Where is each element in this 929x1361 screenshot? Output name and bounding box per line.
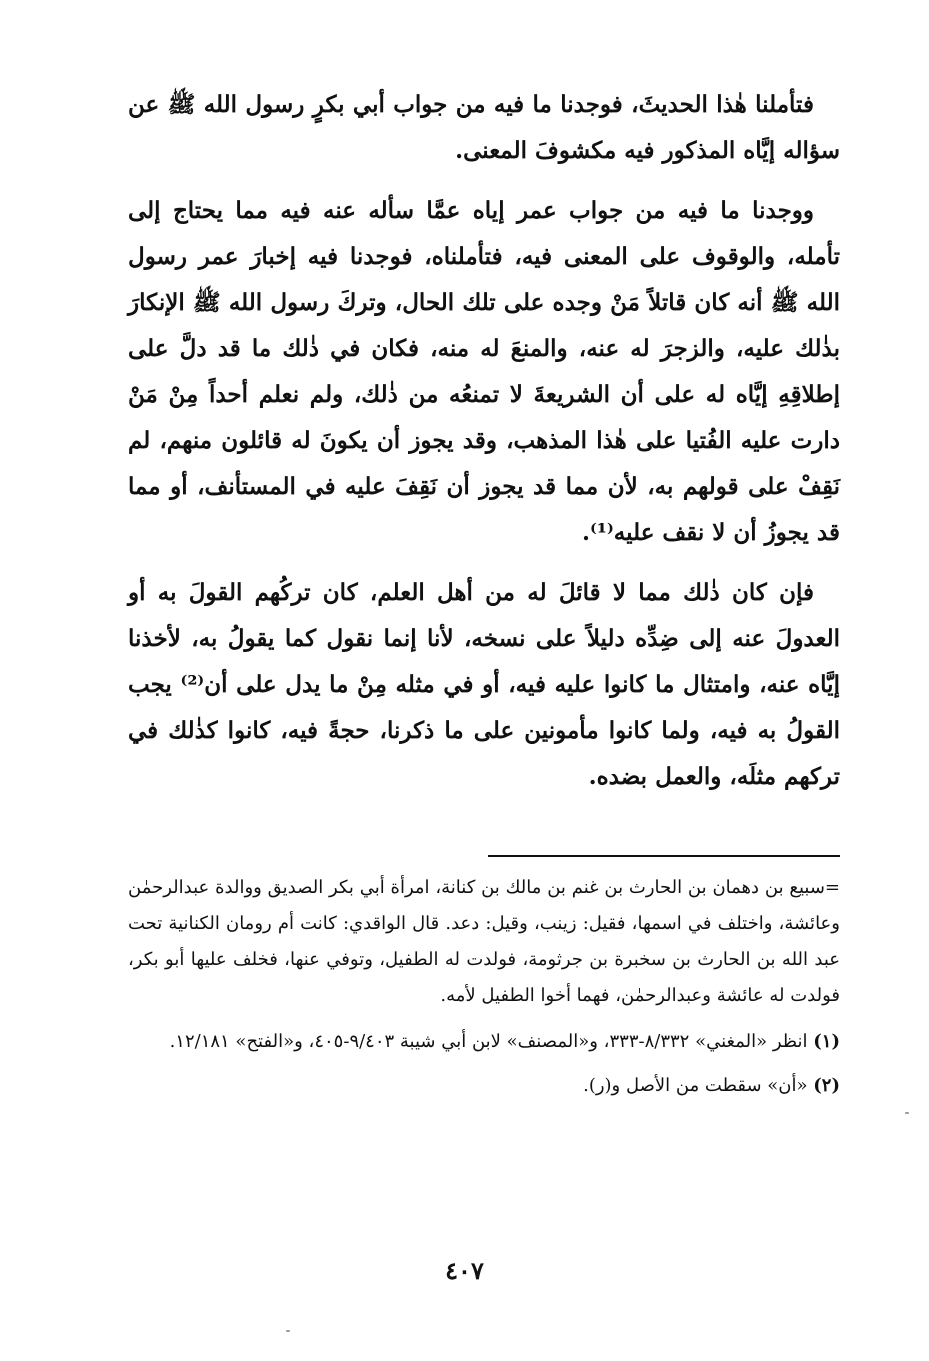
footnotes <box>128 870 840 1112</box>
scan-speck <box>905 1112 909 1114</box>
footnote-1 <box>128 1024 840 1060</box>
footnote-1-number: (١) <box>813 1031 840 1052</box>
footnote-2-text: «أن» سقطت من الأصل و(ر). <box>583 1075 808 1096</box>
paragraph-3: فإن كان ذٰلك مما لا قائلَ له من أهل العلم، كان تركُهم القولَ به أو العدولَ عنه إلى ضِدِّه دليلاً على نسخه، لأنا إنما نقول كما يقولُ به، لأخذنا إيَّاه عنه، وامتثال ما كانوا عليه فيه، أو في مثله مِنْ ما يدل على أن⁽²⁾ يجب القولُ به فيه، ولما كانوا مأمونين على ما ذكرنا، حجةً فيه، كانوا كذٰلك في تركهم مثلَه، والعمل بضده. <box>128 579 840 790</box>
page-number: ٤٠٧ <box>445 1256 484 1285</box>
footnote-2 <box>128 1068 840 1104</box>
main-text <box>128 82 840 814</box>
footnote-continuation: =سبيع بن دهمان بن الحارث بن غنم بن مالك بن كنانة، امرأة أبي بكر الصديق ووالدة عبدالرحمٰن وعائشة، واختلف في اسمها، فقيل: زينب، وقيل: دعد. قال الواقدي: كانت أم رومان الكنانية تحت عبد الله بن الحارث بن سخبرة بن جرثومة، فولدت له الطفيل، وتوفي عنها، فخلف عليها أبو بكر، فولدت له عائشة وعبدالرحمٰن، فهما أخوا الطفيل لأمه. <box>128 877 840 1006</box>
footnote-2-number: (٢) <box>813 1075 840 1096</box>
paragraph-2: ووجدنا ما فيه من جواب عمر إياه عمَّا سأله عنه فيه مما يحتاج إلى تأمله، والوقوف على المعنى فيه، فتأملناه، فوجدنا فيه إخبارَ عمر رسول الله ﷺ أنه كان قاتلاً مَنْ وجده على تلك الحال، وتركَ رسول الله ﷺ الإنكارَ بذٰلك عليه، والزجرَ له عنه، والمنعَ له منه، فكان في ذٰلك ما قد دلَّ على إطلاقِهِ إيَّاه له على أن الشريعةَ لا تمنعُه من ذٰلك، ولم نعلم أحداً مِنْ مَنْ دارت عليه الفُتيا على هٰذا المذهب، وقد يجوز أن يكونَ له قائلون منهم، لم نَقِفْ على قولهم به، لأن مما قد يجوز أن نَقِفَ عليه في المستأنف، أو مما قد يجوزُ أن لا نقف عليه⁽¹⁾. <box>128 197 840 546</box>
footnote-1-text: انظر «المغني» ٨/٣٣٢-٣٣٣، و«المصنف» لابن أبي شيبة ٩/٤٠٣-٤٠٥، و«الفتح» ١٢/١٨١. <box>169 1031 808 1052</box>
footnote-separator <box>488 855 840 857</box>
scan-speck <box>286 1330 290 1332</box>
paragraph-1: فتأملنا هٰذا الحديثَ، فوجدنا ما فيه من جواب أبي بكرٍ رسول الله ﷺ عن سؤاله إيَّاه المذكور فيه مكشوفَ المعنى. <box>128 91 840 164</box>
